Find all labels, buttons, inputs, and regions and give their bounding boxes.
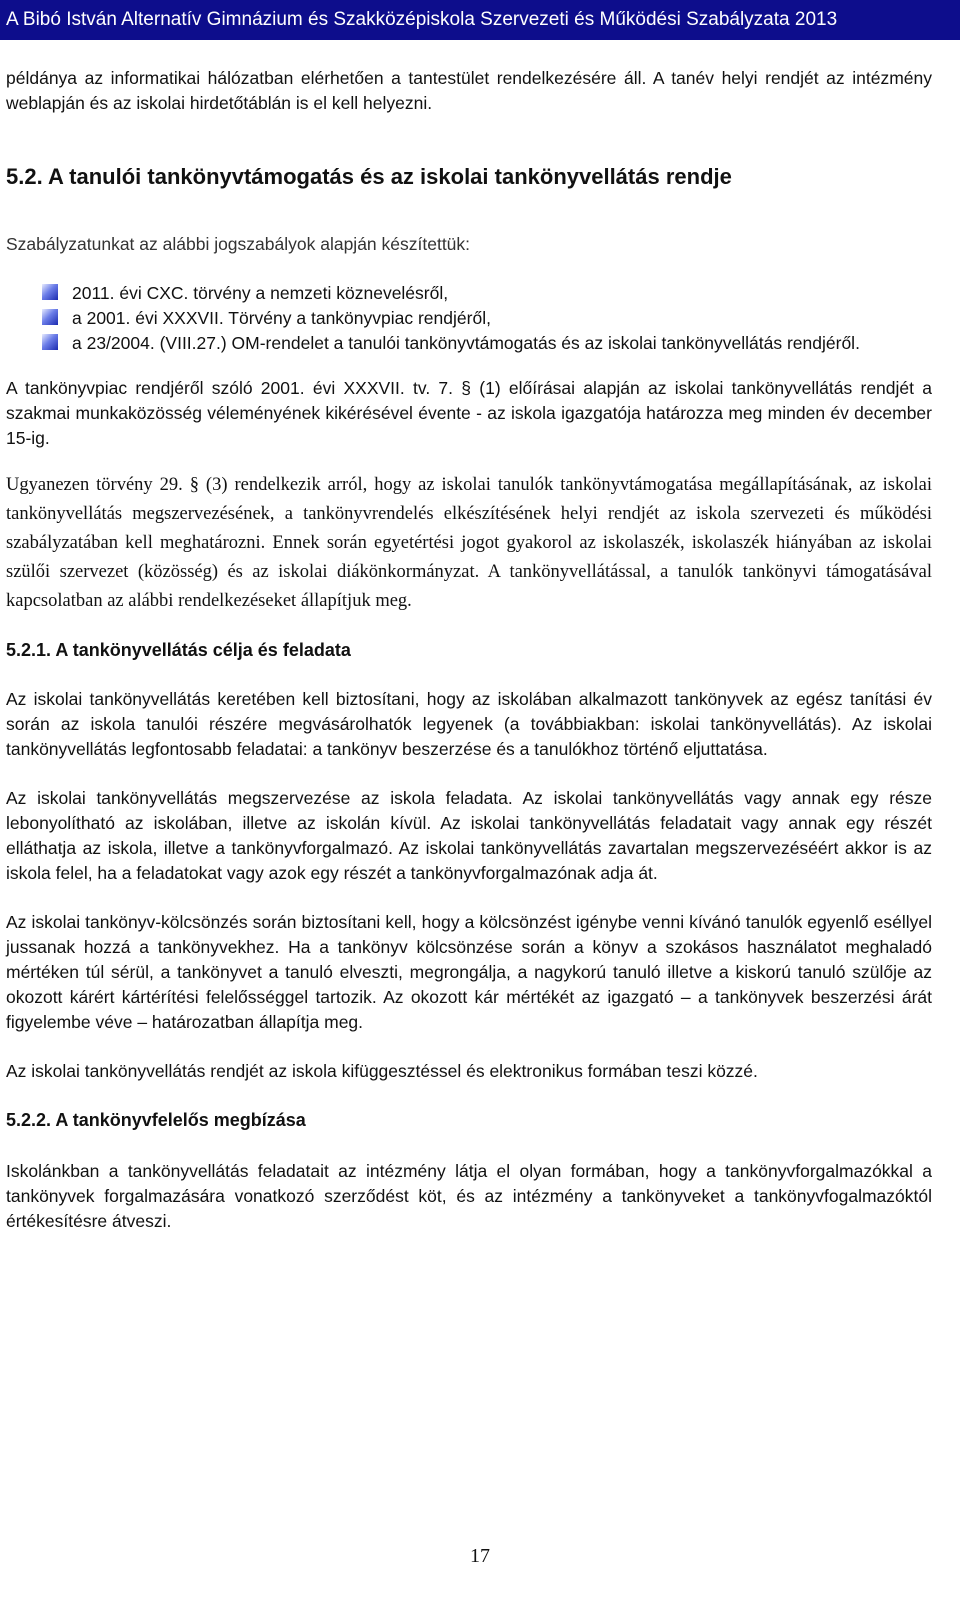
intro-paragraph: példánya az informatikai hálózatban elérhetően a tantestület rendelkezésére áll. A tanév helyi rendjét az intézmény weblapján és az iskolai hirdetőtáblán is el kell helyezni. [6, 68, 932, 113]
list-item-text: a 2001. évi XXXVII. Törvény a tankönyvpiac rendjéről, [72, 308, 491, 328]
subsection-title-2: 5.2.2. A tankönyvfelelős megbízása [6, 1110, 306, 1130]
square-bullet-icon [42, 309, 58, 325]
legal-basis-list [6, 281, 932, 356]
subsection-1-paragraph-3: Az iskolai tankönyv-kölcsönzés során biztosítani kell, hogy a kölcsönzést igénybe venni kívánó tanulók egyenlő eséllyel jussanak hozzá a tankönyvekhez. Ha a tankönyv kölcsönzése során a könyv a szokásos használatot meghaladó mértéken túl sérül, a tankönyvet a tanuló elveszti, megrongálja, a nagykorú tanuló illetve a kiskorú tanuló szülője az okozott kárért kártérítési felelősséggel tartozik. Az okozott kár mértékét az igazgató – a tankönyvek beszerzési árát figyelembe véve – határozatban állapítja meg. [6, 912, 932, 1032]
header-title: A Bibó István Alternatív Gimnázium és Szakközépiskola Szervezeti és Működési Szabályzata 2013 [6, 9, 838, 30]
list-item-text: 2011. évi CXC. törvény a nemzeti köznevelésről, [72, 283, 449, 303]
legal-basis-intro: Szabályzatunkat az alábbi jogszabályok alapján készítettük: [6, 234, 471, 254]
list-item [6, 281, 932, 306]
square-bullet-icon [42, 284, 58, 300]
law-paragraph-1: A tankönyvpiac rendjéről szóló 2001. évi XXXVII. tv. 7. § (1) előírásai alapján az iskolai tankönyvellátás rendjét a szakmai munkaközösség véleményének kikérésével évente - az iskola igazgatója határozza meg minden év december 15-ig. [6, 378, 932, 448]
subsection-title-1: 5.2.1. A tankönyvellátás célja és feladata [6, 640, 351, 660]
list-item-text: a 23/2004. (VIII.27.) OM-rendelet a tanulói tankönyvtámogatás és az iskolai tankönyvellátás rendjéről. [72, 333, 860, 353]
law-paragraph-2: Ugyanezen törvény 29. § (3) rendelkezik arról, hogy az iskolai tanulók tankönyvtámogatása megállapításának, az iskolai tankönyvellátás megszervezésének, a tankönyvrendelés elkészítésének helyi rendjét az iskola szervezeti és működési szabályzatában kell meghatározni. Ennek során egyetértési jogot gyakorol az iskolaszék, iskolaszék hiányában az iskolai szülői szervezet (közösség) és az iskolai diákönkormányzat. A tankönyvellátással, a tanulók tankönyvi támogatásával kapcsolatban az alábbi rendelkezéseket állapítjuk meg. [6, 475, 932, 611]
page-number: 17 [470, 1545, 490, 1567]
list-item [6, 306, 932, 331]
section-title: 5.2. A tanulói tankönyvtámogatás és az iskolai tankönyvellátás rendje [6, 164, 732, 189]
square-bullet-icon [42, 334, 58, 350]
subsection-1-paragraph-1: Az iskolai tankönyvellátás keretében kell biztosítani, hogy az iskolában alkalmazott tankönyvek az egész tanítási év során az iskola tanulói részére megvásárolhatók legyenek (a továbbiakban: iskolai tankönyvellátás). Az iskolai tankönyvellátás legfontosabb feladatai: a tankönyv beszerzése és a tanulókhoz történő eljuttatása. [6, 689, 932, 759]
list-item [6, 331, 932, 356]
subsection-1-paragraph-2: Az iskolai tankönyvellátás megszervezése az iskola feladata. Az iskolai tankönyvellátás vagy annak egy része lebonyolítható az iskolában, illetve az iskolán kívül. Az iskolai tankönyvellátás feladatait vagy annak egy részét elláthatja az iskola, illetve a tankönyvforgalmazó. Az iskolai tankönyvellátás zavartalan megszervezéséért akkor is az iskola felel, ha a feladatokat vagy azok egy részét a tankönyvforgalmazónak adja át. [6, 788, 932, 883]
page-body [6, 66, 932, 1234]
subsection-2-paragraph-1: Iskolánkban a tankönyvellátás feladatait az intézmény látja el olyan formában, hogy a tankönyvforgalmazókkal a tankönyvek forgalmazására vonatkozó szerződést köt, és az intézmény a tankönyveket a tankönyvfogalmazóktól értékesítésre átveszi. [6, 1161, 932, 1231]
document-header [0, 0, 960, 40]
subsection-1-paragraph-4: Az iskolai tankönyvellátás rendjét az iskola kifüggesztéssel és elektronikus formában teszi közzé. [6, 1061, 758, 1081]
